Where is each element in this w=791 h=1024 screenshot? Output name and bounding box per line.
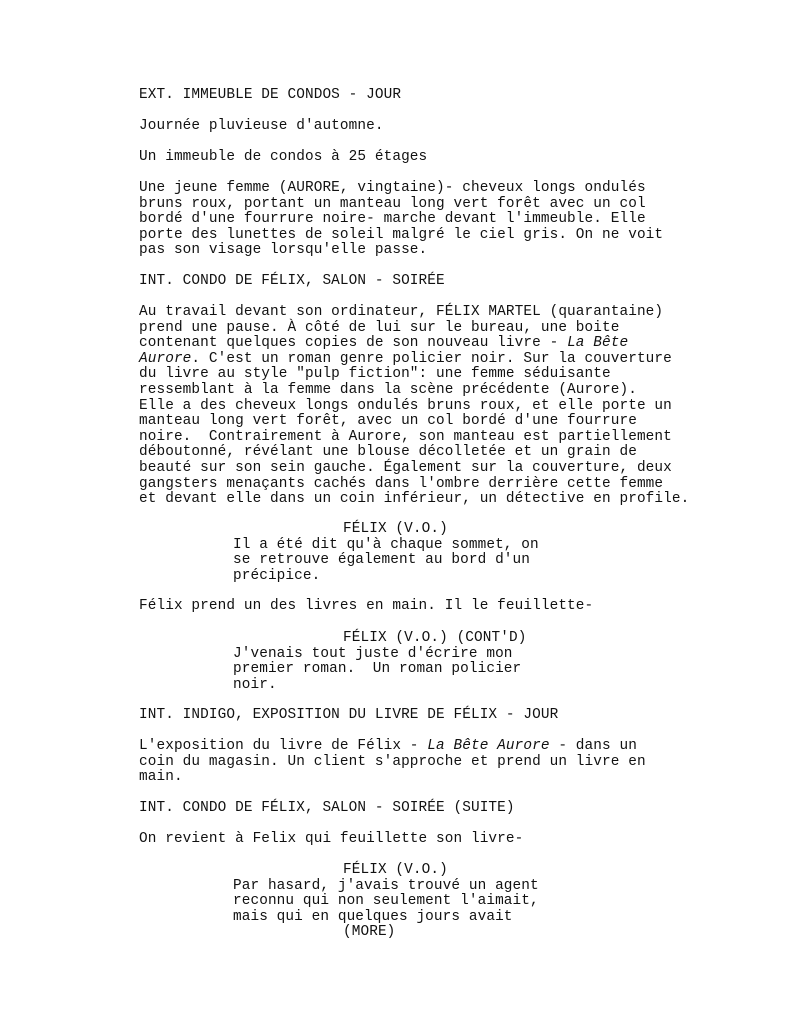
character-name: FÉLIX (V.O.) <box>343 862 448 878</box>
book-title: La Bête Aurore <box>427 738 550 754</box>
action-line: prend une pause. À côté de lui sur le bureau, une boite <box>139 319 620 336</box>
action-text: L'exposition du livre de Félix - <box>139 738 428 754</box>
dialogue-line: J'venais tout juste d'écrire mon <box>233 645 513 662</box>
scene-heading: INT. CONDO DE FÉLIX, SALON - SOIRÉE <box>139 273 445 289</box>
action-line: Journée pluvieuse d'automne. <box>139 118 384 134</box>
more-indicator: (MORE) <box>343 924 396 941</box>
action-line: porte des lunettes de soleil malgré le ciel gris. On ne voit <box>139 226 664 243</box>
character-name: FÉLIX (V.O.) (CONT'D) <box>343 630 527 646</box>
dialogue-line: se retrouve également au bord d'un <box>233 552 531 569</box>
dialogue-line: premier roman. Un roman policier <box>233 661 522 678</box>
action-line <box>139 352 672 368</box>
action-line: bruns roux, portant un manteau long vert forêt avec un col <box>139 195 646 212</box>
dialogue-line: mais qui en quelques jours avait <box>233 908 513 925</box>
action-line: Félix prend un des livres en main. Il le feuillette- <box>139 598 594 614</box>
action-line: manteau long vert forêt, avec un col bordé d'une fourrure <box>139 413 637 430</box>
action-line: bordé d'une fourrure noire- marche devant l'immeuble. Elle <box>139 211 646 228</box>
action-line: pas son visage lorsqu'elle passe. <box>139 242 428 259</box>
action-line <box>139 739 637 755</box>
action-line: Un immeuble de condos à 25 étages <box>139 149 428 165</box>
dialogue-line: reconnu qui non seulement l'aimait, <box>233 893 539 910</box>
dialogue-line: noir. <box>233 676 277 693</box>
dialogue-line: Il a été dit qu'à chaque sommet, on <box>233 536 539 553</box>
dialogue-line: précipice. <box>233 567 321 584</box>
scene-heading: INT. INDIGO, EXPOSITION DU LIVRE DE FÉLIX - JOUR <box>139 707 559 723</box>
action-line: Elle a des cheveux longs ondulés bruns roux, et elle porte un <box>139 397 672 414</box>
action-line: On revient à Felix qui feuillette son livre- <box>139 831 524 847</box>
action-text: contenant quelques copies de son nouveau livre - <box>139 335 568 352</box>
action-line: main. <box>139 769 183 786</box>
dialogue-line: Par hasard, j'avais trouvé un agent <box>233 877 539 894</box>
scene-heading: INT. CONDO DE FÉLIX, SALON - SOIRÉE (SUITE) <box>139 800 515 816</box>
book-title: Aurore <box>139 350 192 367</box>
action-line: coin du magasin. Un client s'approche et prend un livre en <box>139 753 646 770</box>
action-line <box>139 336 628 352</box>
book-title: La Bête <box>567 335 629 352</box>
action-line: gangsters menaçants cachés dans l'ombre derrière cette femme <box>139 475 664 492</box>
action-line: et devant elle dans un coin inférieur, un détective en profile. <box>139 491 690 508</box>
scene-heading: EXT. IMMEUBLE DE CONDOS - JOUR <box>139 87 402 103</box>
action-line: déboutonné, révélant une blouse décolletée et un grain de <box>139 444 637 461</box>
action-line: ressemblant à la femme dans la scène précédente (Aurore). <box>139 382 637 398</box>
action-text: - dans un <box>549 738 637 754</box>
action-line: beauté sur son sein gauche. Également sur la couverture, deux <box>139 460 672 476</box>
action-line: Une jeune femme (AURORE, vingtaine)- cheveux longs ondulés <box>139 180 646 196</box>
action-line: Au travail devant son ordinateur, FÉLIX MARTEL (quarantaine) <box>139 304 664 320</box>
character-name: FÉLIX (V.O.) <box>343 521 448 537</box>
action-line: noire. Contrairement à Aurore, son manteau est partiellement <box>139 428 672 445</box>
action-text: . C'est un roman genre policier noir. Sur la couverture <box>191 350 672 367</box>
action-line: du livre au style "pulp fiction": une femme séduisante <box>139 366 611 383</box>
